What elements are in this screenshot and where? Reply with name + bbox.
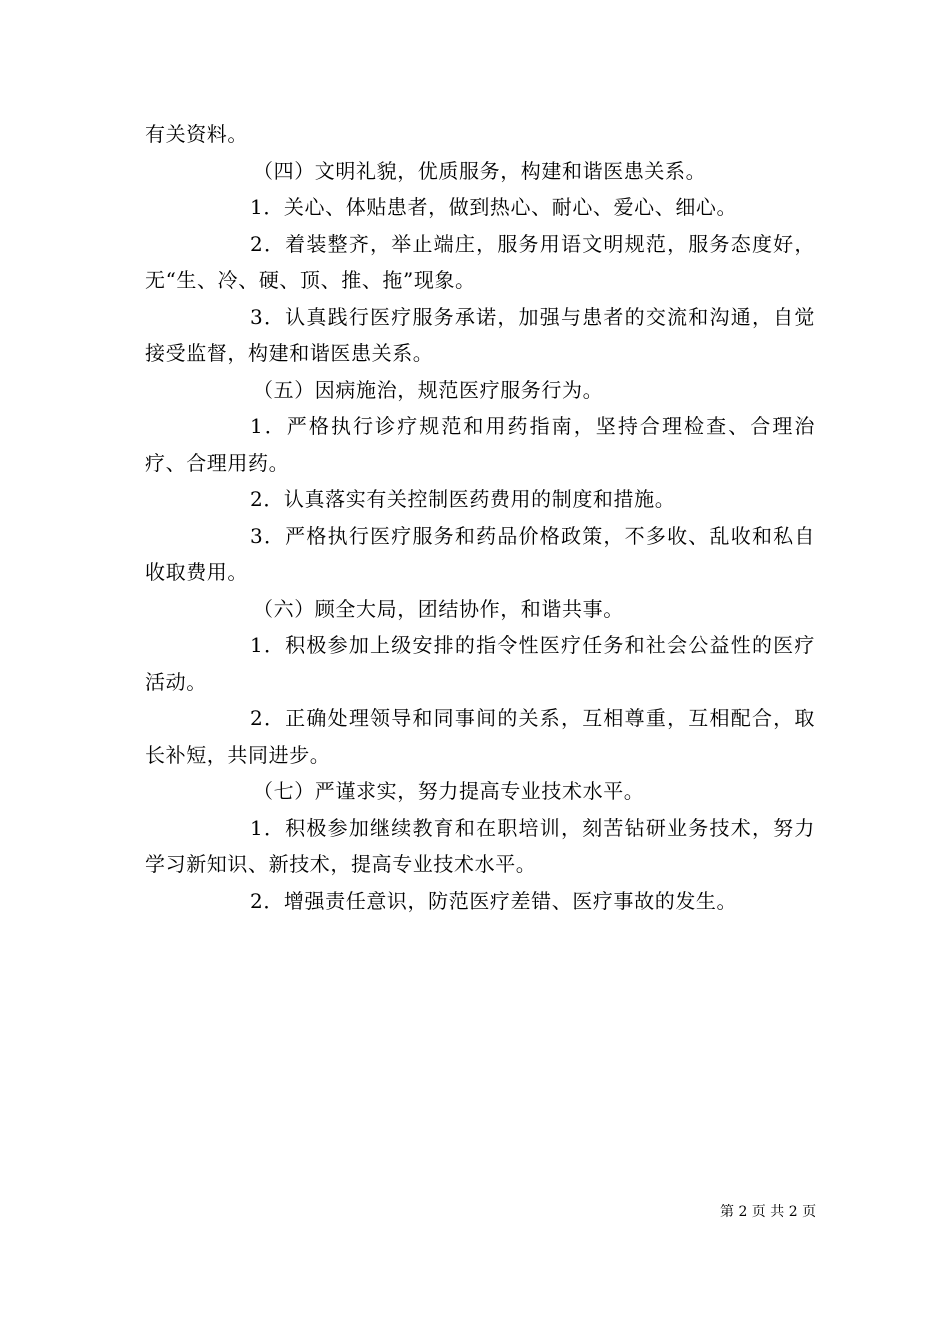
list-item: 1．积极参加上级安排的指令性医疗任务和社会公益性的医疗活动。 [145, 633, 815, 694]
section-heading-6: （六）顾全大局，团结协作，和谐共事。 [253, 596, 624, 621]
section-heading-7: （七）严谨求实，努力提高专业技术水平。 [253, 779, 645, 803]
list-item: 2．着装整齐，举止端庄，服务用语文明规范，服务态度好，无“生、冷、硬、顶、推、拖”现象。 [145, 231, 815, 292]
list-item: 2．增强责任意识，防范医疗差错、医疗事故的发生。 [250, 888, 738, 913]
list-item: 1．积极参加继续教育和在职培训，刻苦钻研业务技术，努力学习新知识、新技术，提高专业技术水平。 [145, 815, 815, 876]
list-item: 1．关心、体贴患者，做到热心、耐心、爱心、细心。 [250, 195, 738, 219]
list-item: 3．严格执行医疗服务和药品价格政策，不多收、乱收和私自收取费用。 [145, 523, 815, 584]
list-item: 2．正确处理领导和同事间的关系，互相尊重，互相配合，取长补短，共同进步。 [145, 706, 815, 767]
section-heading-5: （五）因病施治，规范医疗服务行为。 [253, 377, 604, 402]
list-item: 1．严格执行诊疗规范和用药指南，坚持合理检查、合理治疗、合理用药。 [145, 414, 815, 475]
list-item: 2．认真落实有关控制医药费用的制度和措施。 [250, 487, 676, 511]
section-heading-4: （四）文明礼貌，优质服务，构建和谐医患关系。 [253, 158, 707, 183]
paragraph-continuation: 有关资料。 [145, 122, 248, 146]
document-body [145, 116, 815, 919]
page-number-footer: 第 2 页 共 2 页 [720, 1204, 817, 1220]
list-item: 3．认真践行医疗服务承诺，加强与患者的交流和沟通，自觉接受监督，构建和谐医患关系。 [145, 304, 815, 365]
